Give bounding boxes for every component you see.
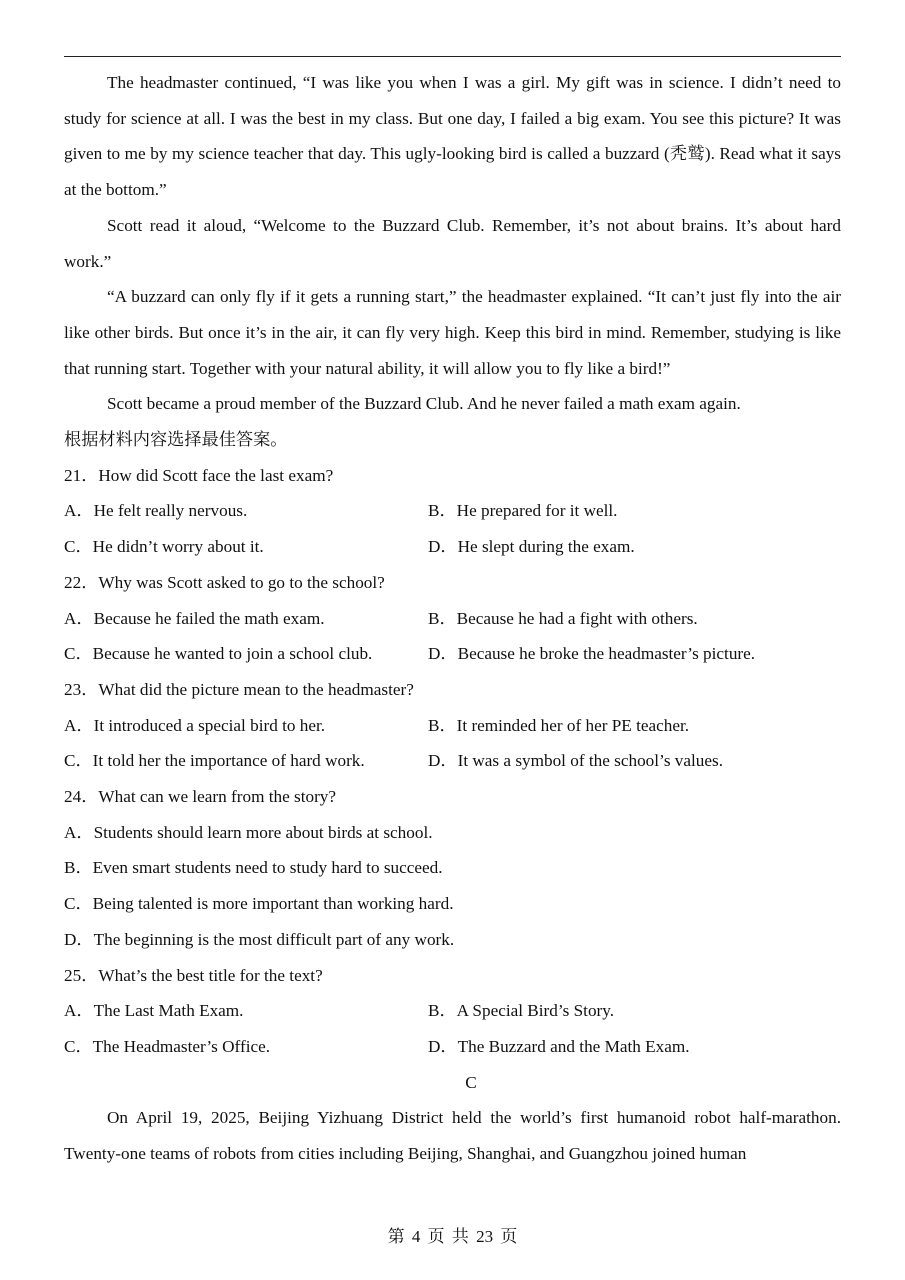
passage-paragraph: Scott read it aloud, “Welcome to the Buzzard Club. Remember, it’s not about brains. It’s about hard work.” xyxy=(64,215,841,271)
option-21-c: C．He didn’t worry about it. xyxy=(64,537,264,557)
option-25-a: A．The Last Math Exam. xyxy=(64,1001,244,1021)
header-rule xyxy=(64,56,841,57)
section-c-paragraph: On April 19, 2025, Beijing Yizhuang District held the world’s first humanoid robot half-marathon. Twenty-one teams of robots from cities including Beijing, Shanghai, and Guangzhou joined human xyxy=(64,1108,841,1164)
question-25-options-row-2 xyxy=(64,1029,841,1065)
option-24-c: C．Being talented is more important than working hard. xyxy=(64,894,454,914)
option-25-d: D．The Buzzard and the Math Exam. xyxy=(428,1036,690,1056)
option-22-c: C．Because he wanted to join a school club. xyxy=(64,644,373,664)
passage-paragraph: Scott became a proud member of the Buzzard Club. And he never failed a math exam again. xyxy=(107,394,741,414)
passage-paragraph: “A buzzard can only fly if it gets a running start,” the headmaster explained. “It can’t just fly into the air like other birds. But once it’s in the air, it can fly very high. Keep this bird in mind. Remember, studying is like that running start. Together with your natural ability, it will allow you to fly like a bird!” xyxy=(64,287,841,378)
option-23-b: B．It reminded her of her PE teacher. xyxy=(428,715,690,735)
option-25-b: B．A Special Bird’s Story. xyxy=(428,1001,615,1021)
option-24-b: B．Even smart students need to study hard to succeed. xyxy=(64,858,443,878)
page-footer: 第 4 页 共 23 页 xyxy=(387,1227,518,1246)
question-23-stem: 23．What did the picture mean to the headmaster? xyxy=(64,679,414,699)
question-25-options-row-1 xyxy=(64,993,841,1029)
page-content xyxy=(64,65,841,1172)
option-23-a: A．It introduced a special bird to her. xyxy=(64,715,326,735)
option-23-c: C．It told her the importance of hard work. xyxy=(64,751,365,771)
option-21-a: A．He felt really nervous. xyxy=(64,501,248,521)
option-24-a: A．Students should learn more about birds at school. xyxy=(64,822,433,842)
instruction: 根据材料内容选择最佳答案。 xyxy=(64,430,288,450)
question-22-stem: 22．Why was Scott asked to go to the school? xyxy=(64,572,385,592)
option-22-a: A．Because he failed the math exam. xyxy=(64,608,325,628)
question-21-options-row-1 xyxy=(64,493,841,529)
question-22-options-row-1 xyxy=(64,601,841,637)
option-25-c: C．The Headmaster’s Office. xyxy=(64,1036,271,1056)
question-23-options-row-2 xyxy=(64,743,841,779)
option-21-b: B．He prepared for it well. xyxy=(428,501,618,521)
passage-paragraph: The headmaster continued, “I was like you when I was a girl. My gift was in science. I didn’t need to study for science at all. I was the best in my class. But one day, I failed a big exam. You see this picture? It was given to me by my science teacher that day. This ugly-looking bird is called a buzzard (秃鹫). Read what it says at the bottom.” xyxy=(64,73,841,200)
question-23-options-row-1 xyxy=(64,708,841,744)
question-21-stem: 21．How did Scott face the last exam? xyxy=(64,465,334,485)
option-23-d: D．It was a symbol of the school’s values. xyxy=(428,751,724,771)
option-22-d: D．Because he broke the headmaster’s picture. xyxy=(428,644,756,664)
option-22-b: B．Because he had a fight with others. xyxy=(428,608,698,628)
question-24-stem: 24．What can we learn from the story? xyxy=(64,787,337,807)
option-24-d: D．The beginning is the most difficult part of any work. xyxy=(64,929,455,949)
section-c-heading: C xyxy=(465,1072,477,1092)
option-21-d: D．He slept during the exam. xyxy=(428,537,635,557)
question-22-options-row-2 xyxy=(64,636,841,672)
question-25-stem: 25．What’s the best title for the text? xyxy=(64,965,323,985)
question-21-options-row-2 xyxy=(64,529,841,565)
